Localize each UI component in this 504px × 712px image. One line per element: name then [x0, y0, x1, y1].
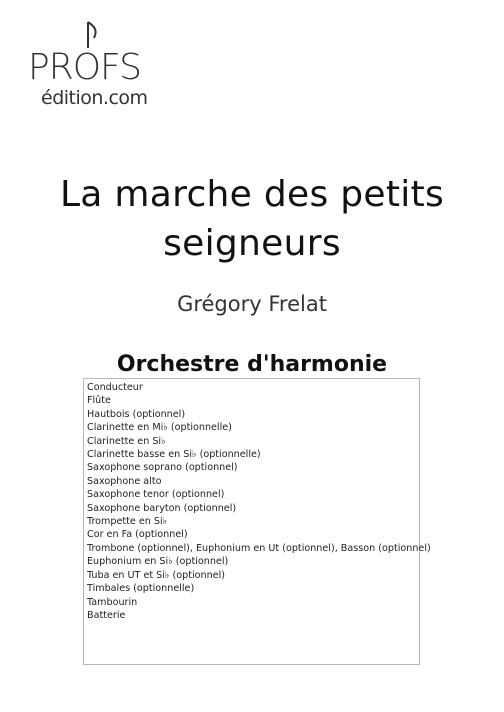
instrument-item: Tuba en UT et Si♭ (optionnel) [87, 569, 225, 581]
instrument-item: Trombone (optionnel), Euphonium en Ut (optionnel), Basson (optionnel) [87, 542, 431, 554]
instrument-item: Saxophone baryton (optionnel) [87, 502, 237, 514]
instrument-list [87, 381, 431, 622]
publisher-logo [24, 18, 184, 113]
instrument-item: Flûte [87, 395, 111, 407]
instrument-item: Clarinette en Mi♭ (optionnelle) [87, 422, 232, 434]
instrument-item: Clarinette en Si♭ [87, 435, 166, 447]
instrument-item: Timbales (optionnelle) [87, 583, 195, 595]
instrument-item: Clarinette basse en Si♭ (optionnelle) [87, 449, 261, 461]
instrument-item: Saxophone soprano (optionnel) [87, 462, 238, 474]
instrument-item: Euphonium en Si♭ (optionnel) [87, 556, 229, 568]
instrument-item: Saxophone alto [87, 475, 162, 487]
instrument-item: Tambourin [87, 596, 138, 608]
instrument-item: Cor en Fa (optionnel) [87, 529, 188, 541]
composer-name: Grégory Frelat [177, 292, 327, 316]
instrument-list-box [83, 378, 431, 665]
instrument-item: Batterie [87, 609, 126, 621]
score-title: La marche des petits seigneurs [59, 174, 445, 264]
ensemble-name: Orchestre d'harmonie [116, 352, 388, 377]
instrument-item: Trompette en Si♭ [87, 516, 168, 528]
logo-bottom-text: édition.com [41, 87, 148, 109]
instrument-item: Hautbois (optionnel) [87, 408, 186, 420]
instrument-item: Saxophone tenor (optionnel) [87, 489, 225, 501]
logo-top-text: PROFS [28, 47, 141, 88]
instrument-item: Conducteur [87, 382, 143, 393]
